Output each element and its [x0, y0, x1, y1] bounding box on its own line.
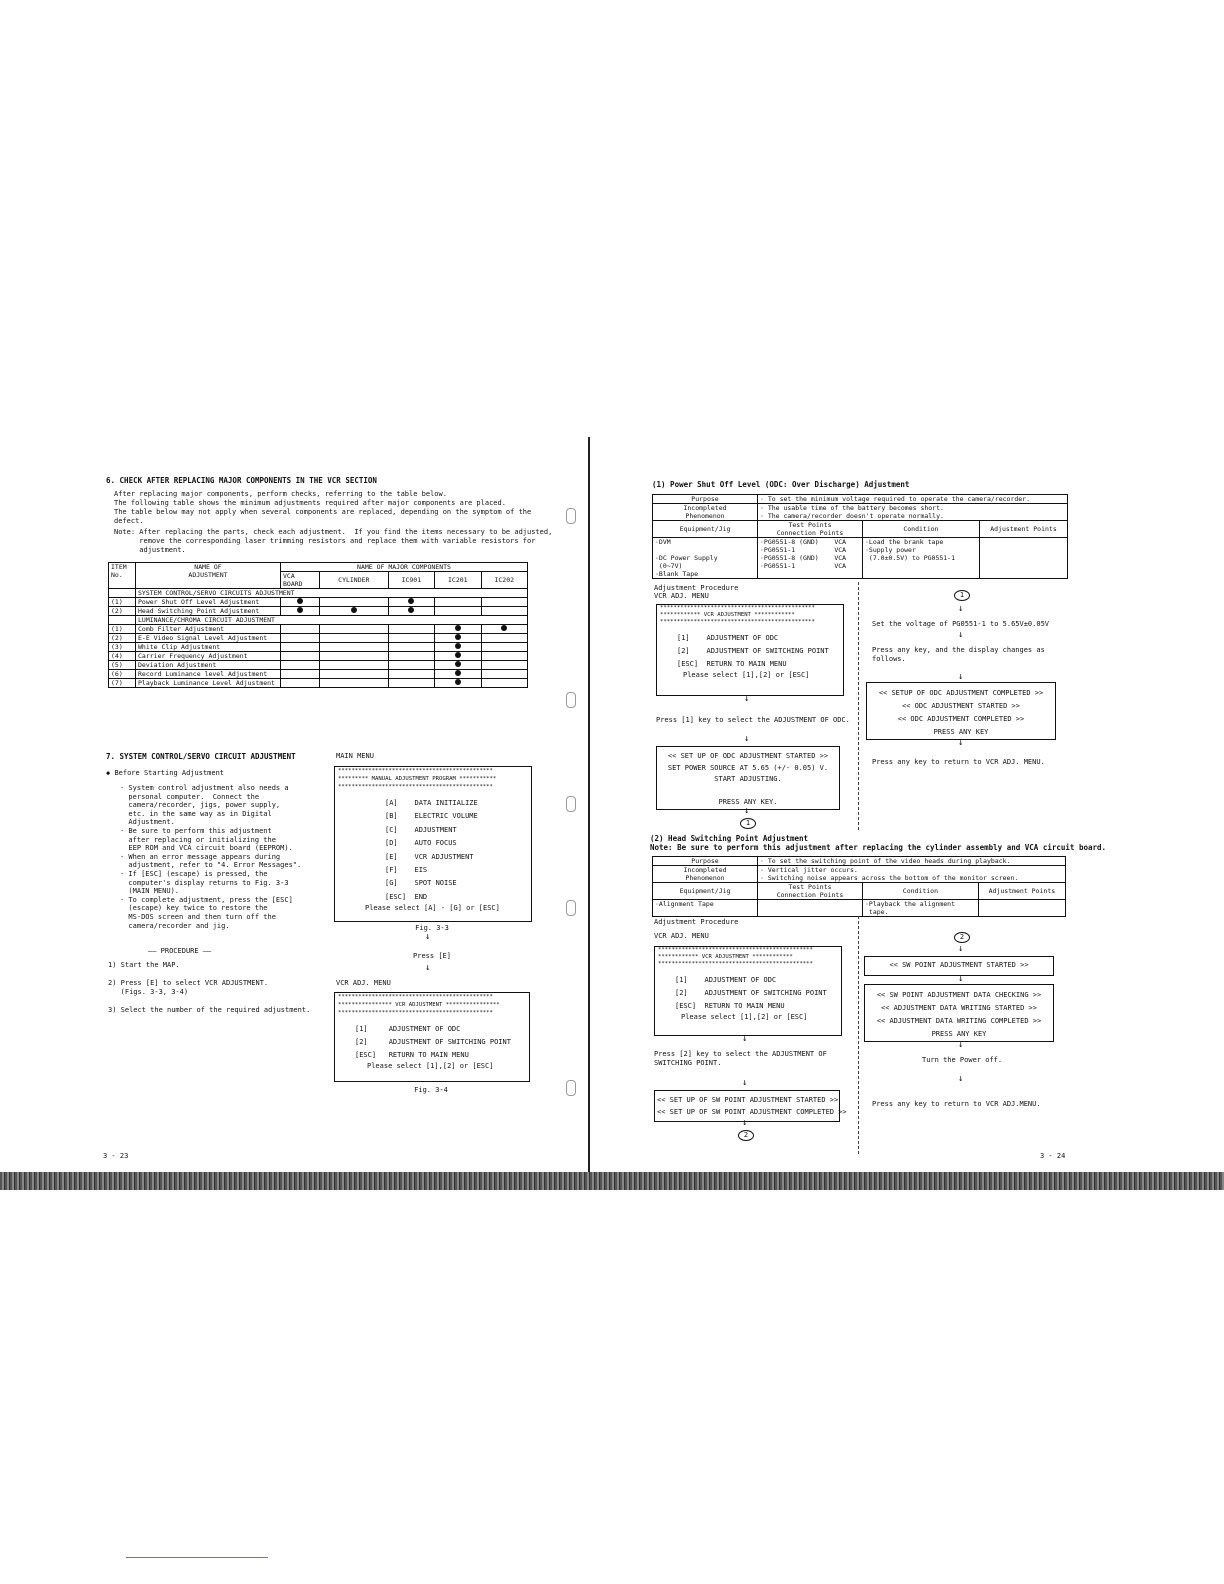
down-arrow-icon: ↓ [742, 1118, 748, 1128]
check-dot [455, 661, 461, 667]
check-dot [455, 670, 461, 676]
step-circle-2: 2 [738, 1130, 754, 1141]
adj1-screen-items: [1] ADJUSTMENT OF ODC [2] ADJUSTMENT OF SWITCHING POINT [ESC] RETURN TO MAIN MENU [677, 634, 829, 668]
header-adjustment: ADJUSTMENT [188, 571, 228, 579]
adj2-title: (2) Head Switching Point Adjustment [650, 834, 809, 843]
vcr-menu-items: [1] ADJUSTMENT OF ODC [2] ADJUSTMENT OF SWITCHING POINT [ESC] RETURN TO MAIN MENU [355, 1025, 511, 1059]
adj2-right-box1-text: << SW POINT ADJUSTMENT STARTED >> [889, 961, 1029, 969]
table-row: (2) Head Switching Point Adjustment [109, 607, 528, 616]
adj2-purpose-text: · To set the switching point of the video heads during playback. [758, 857, 1066, 866]
header-adjustment-points: Adjustment Points [979, 521, 1067, 538]
vcr-menu-title: **************** VCR ADJUSTMENT **************** [338, 1002, 500, 1008]
adj2-screen: ********************************************** ************ VCR ADJUSTMENT ************ ********************************************** [1] ADJUSTMENT OF ODC [2] ADJUSTMENT OF SWITCHING POINT [ESC] RETURN TO MAIN MENU Please select [1],[2] or [ESC] [654, 946, 842, 1036]
binder-hole [566, 692, 576, 708]
table-row: (7) Playback Luminance Level Adjustment [109, 679, 528, 688]
stars-line: ********************************************** [338, 1010, 493, 1016]
col-ic901: IC901 [388, 572, 434, 589]
adj1-screen: ********************************************** ************ VCR ADJUSTMENT ************ ********************************************** [1] ADJUSTMENT OF ODC [2] ADJUSTMENT OF SWITCHING POINT [ESC] RETURN TO MAIN MENU Please select [1],[2] or [ESC] [656, 604, 844, 696]
check-dot [455, 625, 461, 631]
procedure-divider-2 [858, 916, 860, 1154]
scan-edge-band [0, 1172, 1224, 1190]
procedure-steps: 1) Start the MAP. 2) Press [E] to select VCR ADJUSTMENT. (Figs. 3-3, 3-4) 3) Select the number of the required adjustment. [108, 961, 311, 1014]
page-number-left: 3 - 23 [103, 1152, 129, 1160]
components-table [108, 562, 528, 688]
adj1-screen-title: ************ VCR ADJUSTMENT ************ [660, 612, 795, 618]
table-row: (6) Record Luminance level Adjustment [109, 670, 528, 679]
col-ic202: IC202 [481, 572, 527, 589]
adj1-screen-prompt: Please select [1],[2] or [ESC] [683, 671, 810, 679]
down-arrow-icon: ↓ [958, 630, 964, 640]
press-e: Press [E] [413, 952, 451, 960]
adj2-rstep2: Press any key to return to VCR ADJ.MENU. [872, 1100, 1041, 1108]
down-arrow-icon: ↓ [744, 806, 750, 816]
section-6-note: Note: After replacing the parts, check each adjustment. If you find the items necessary to be adjusted, remove the corresponding laser trimming resistors and replace them with variable resistors for adjustment. [114, 528, 553, 554]
adj2-left-box-text: << SET UP OF SW POINT ADJUSTMENT STARTED >> << SET UP OF SW POINT ADJUSTMENT COMPLETED >> [657, 1096, 847, 1116]
col-ic201: IC201 [435, 572, 481, 589]
check-dot [408, 598, 414, 604]
main-menu-title: ********* MANUAL ADJUSTMENT PROGRAM *********** [338, 776, 497, 782]
group-system-control: SYSTEM CONTROL/SERVO CIRCUITS ADJUSTMENT [136, 589, 528, 598]
down-arrow-icon: ↓ [425, 932, 431, 942]
section-6-title: 6. CHECK AFTER REPLACING MAJOR COMPONENTS IN THE VCR SECTION [106, 476, 377, 485]
down-arrow-icon: ↓ [958, 944, 964, 954]
fig-3-3: Fig. 3-3 [415, 924, 449, 932]
step-circle-1-right: 1 [954, 590, 970, 601]
down-arrow-icon: ↓ [425, 963, 431, 973]
binder-hole [566, 508, 576, 524]
adj1-table [652, 494, 1068, 579]
binder-hole [566, 1080, 576, 1096]
header-test-points: Test Points Connection Points [758, 521, 863, 538]
table-row: (2) E-E Video Signal Level Adjustment [109, 634, 528, 643]
adj1-press-1: Press [1] key to select the ADJUSTMENT OF ODC. [656, 716, 850, 724]
adj1-procedure: Adjustment Procedure [654, 584, 739, 592]
page-divider [588, 437, 590, 1182]
footer-line [126, 1557, 268, 1558]
adj1-setup-text: << SET UP OF ODC ADJUSTMENT STARTED >> SET POWER SOURCE AT 5.65 (+/- 0.05) V. START ADJUSTING. PRESS ANY KEY. [667, 752, 829, 806]
main-menu-prompt: Please select [A] - [G] or [ESC] [365, 904, 500, 913]
vcr-menu-label: VCR ADJ. MENU [336, 979, 391, 987]
step-circle-1: 1 [740, 818, 756, 829]
incompleted-text: · The usable time of the battery becomes short. · The camera/recorder doesn't operate normally. [758, 504, 1068, 521]
check-dot [501, 625, 507, 631]
col-vca: VCA BOARD [281, 572, 320, 589]
header-no: No. [111, 571, 123, 579]
adj2-procedure: Adjustment Procedure [654, 918, 739, 926]
check-dot [455, 634, 461, 640]
adj1-rstep3: Press any key to return to VCR ADJ. MENU. [872, 758, 1045, 766]
header-components: NAME OF MAJOR COMPONENTS [281, 563, 528, 572]
adj2-right-box2-text: << SW POINT ADJUSTMENT DATA CHECKING >> << ADJUSTMENT DATA WRITING STARTED >> << ADJUSTMENT DATA WRITING COMPLETED >> PRESS ANY KEY [876, 991, 1042, 1038]
adj1-menu-label: VCR ADJ. MENU [654, 592, 709, 600]
binder-hole [566, 796, 576, 812]
procedure-divider [858, 582, 860, 830]
group-luminance-chroma: LUMINANCE/CHROMA CIRCUIT ADJUSTMENT [136, 616, 528, 625]
fig-3-4: Fig. 3-4 [414, 1086, 448, 1094]
adj2-rstep1: Turn the Power off. [922, 1056, 1003, 1064]
test-points-list: ·PG0551-8 (GND) VCA ·PG0551-1 VCA ·PG0551-8 (GND) VCA ·PG0551-1 VCA [758, 538, 863, 579]
header-condition: Condition [863, 521, 980, 538]
header-equipment: Equipment/Jig [653, 521, 758, 538]
down-arrow-icon: ↓ [958, 1040, 964, 1050]
adj2-table: Purpose · To set the switching point of the video heads during playback. Incompleted Phenomenon · Vertical jitter occurs. · Switching noise appears across the bottom of the monitor screen. Equipment/Jig Test Points Connection Points Condition Adjustment Points ·Alignment Tape ·Playback the alignment tape. [652, 856, 1066, 917]
down-arrow-icon: ↓ [958, 974, 964, 984]
down-arrow-icon: ↓ [958, 604, 964, 614]
section-7-title: 7. SYSTEM CONTROL/SERVO CIRCUIT ADJUSTMENT [106, 752, 296, 761]
purpose-text: · To set the minimum voltage required to operate the camera/recorder. [758, 495, 1068, 504]
procedure-heading: —— PROCEDURE —— [148, 947, 212, 955]
adj2-incompleted-text: · Vertical jitter occurs. · Switching noise appears across the bottom of the monitor screen. [758, 866, 1066, 883]
check-dot [455, 652, 461, 658]
check-dot [455, 679, 461, 685]
section-6-paragraph: After replacing major components, perform checks, referring to the table below. The following table shows the minimum adjustments required after major components are placed. The table below may not apply when several components are replaced, depending on the symptom of the defect. [114, 490, 532, 525]
table-row: (5) Deviation Adjustment [109, 661, 528, 670]
adj1-result-box [866, 682, 1056, 740]
check-dot [351, 607, 357, 613]
equipment-list: ·DVM ·DC Power Supply (0~7V) ·Blank Tape [653, 538, 758, 579]
check-dot [455, 643, 461, 649]
table-row: (1) Comb Filter Adjustment [109, 625, 528, 634]
before-starting: ◆ Before Starting Adjustment [106, 769, 225, 777]
header-name-of: NAME OF [194, 563, 222, 571]
adj2-menu-label: VCR ADJ. MENU [654, 932, 709, 940]
adj1-setup-box [656, 746, 840, 810]
page-number-right: 3 - 24 [1040, 1152, 1066, 1160]
diamond-icon: ◆ [106, 769, 111, 777]
down-arrow-icon: ↓ [958, 738, 964, 748]
table-row: (3) White Clip Adjustment [109, 643, 528, 652]
adj2-equipment: ·Alignment Tape [653, 900, 758, 917]
stars-line: ********************************************** [338, 784, 493, 790]
adj2-condition: ·Playback the alignment tape. [863, 900, 979, 917]
header-item: ITEM [111, 563, 127, 571]
down-arrow-icon: ↓ [742, 1034, 748, 1044]
main-menu-items: [A] DATA INITIALIZE [B] ELECTRIC VOLUME [C] ADJUSTMENT [D] AUTO FOCUS [E] VCR ADJUSTMENT [F] EIS [G] SPOT NOISE [ESC] END [385, 799, 478, 901]
purpose-label: Purpose [653, 495, 758, 504]
condition-list: ·Load the brank tape ·Supply power (7.0±0.5V) to PG0551-1 [863, 538, 980, 579]
adj1-rstep1: Set the voltage of PG0551-1 to 5.65V±0.05V [872, 620, 1050, 628]
down-arrow-icon: ↓ [958, 672, 964, 682]
table-row: (4) Carrier Frequency Adjustment [109, 652, 528, 661]
check-dot [297, 598, 303, 604]
vcr-menu-screen [334, 992, 530, 1082]
down-arrow-icon: ↓ [744, 694, 750, 704]
check-dot [408, 607, 414, 613]
down-arrow-icon: ↓ [744, 734, 750, 744]
adj2-note: Note: Be sure to perform this adjustment after replacing the cylinder assembly and VCA circuit board. [650, 843, 1107, 852]
vcr-menu-prompt: Please select [1],[2] or [ESC] [367, 1062, 494, 1070]
main-menu-screen [334, 766, 532, 922]
check-dot [297, 607, 303, 613]
down-arrow-icon: ↓ [742, 1078, 748, 1088]
down-arrow-icon: ↓ [958, 1074, 964, 1084]
adj2-right-box2 [864, 984, 1054, 1042]
adj2-right-box1 [864, 956, 1054, 976]
main-menu-label: MAIN MENU [336, 752, 374, 760]
adj1-title: (1) Power Shut Off Level (ODC: Over Discharge) Adjustment [652, 480, 910, 489]
stars-line: ********************************************** [338, 994, 493, 1000]
adj1-result-text: << SETUP OF ODC ADJUSTMENT COMPLETED >> << ODC ADJUSTMENT STARTED >> << ODC ADJUSTMENT COMPLETED >> PRESS ANY KEY [878, 689, 1044, 736]
step-circle-2-right: 2 [954, 932, 970, 943]
stars-line: ********************************************** [338, 768, 493, 774]
binder-hole [566, 900, 576, 916]
incompleted-label: Incompleted Phenomenon [653, 504, 758, 521]
col-cylinder: CYLINDER [320, 572, 389, 589]
adj2-press-2: Press [2] key to select the ADJUSTMENT OF SWITCHING POINT. [654, 1050, 827, 1067]
table-row: (1) Power Shut Off Level Adjustment [109, 598, 528, 607]
adj1-rstep2: Press any key, and the display changes as follows. [872, 646, 1045, 663]
before-starting-bullets: · System control adjustment also needs a personal computer. Connect the camera/recorder, jigs, power supply, etc. in the same way as in Digital Adjustment. · Be sure to perform this adjustment after replacing or initializing the EEP ROM and VCA circuit board (EEPROM). · When an error message appears during adjustment, refer to "4. Error Messages". · If [ESC] (escape) is pressed, the computer's display returns to Fig. 3-3 (MAIN MENU). · To complete adjustment, press the [ESC] (escape) key twice to restore the MS-DOS screen and then turn off the camera/recorder and jig. [120, 784, 302, 930]
